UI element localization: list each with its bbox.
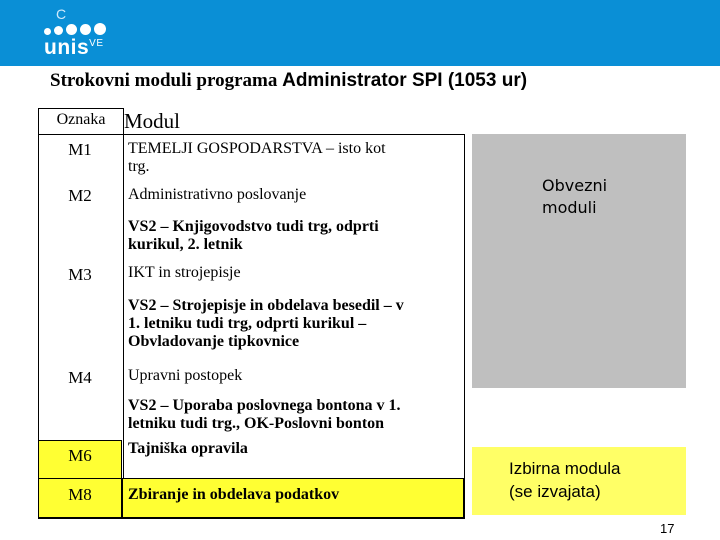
note-line: VS2 – Uporaba poslovnega bontona v 1.: [128, 397, 401, 414]
title-suffix: Administrator SPI (1053 ur): [282, 70, 528, 91]
logo-dot-icon: [44, 28, 51, 35]
module-m2: Administrativno poslovanje: [128, 186, 307, 203]
mandatory-line: moduli: [542, 198, 597, 217]
code-m2: M2: [68, 186, 92, 205]
elective-line: (se izvajata): [509, 482, 601, 501]
note-line: VS2 – Strojepisje in obdelava besedil – v: [128, 297, 404, 314]
note-line: kurikul, 2. letnik: [128, 236, 243, 253]
module-line: TEMELJI GOSPODARSTVA – isto kot: [128, 140, 386, 157]
logo-dot-icon: [94, 23, 106, 35]
page-number: 17: [660, 521, 675, 536]
module-m8: Zbiranje in obdelava podatkov: [128, 486, 340, 503]
header-bar: [0, 0, 720, 66]
logo-dot-icon: [80, 24, 91, 35]
code-m8: M8: [68, 485, 92, 504]
note-line: VS2 – Knjigovodstvo tudi trg, odprti: [128, 218, 379, 235]
module-m1: [128, 140, 386, 176]
page-title: [50, 70, 527, 92]
module-m6: Tajniška opravila: [128, 440, 248, 457]
code-m4: M4: [68, 368, 92, 387]
mandatory-line: Obvezni: [542, 176, 608, 195]
note-m4: [128, 397, 401, 433]
note-m3: [128, 297, 404, 351]
code-m6: M6: [68, 446, 92, 465]
unisve-logo: [38, 4, 118, 62]
column-header-code: Oznaka: [38, 108, 124, 136]
logo-dot-icon: [66, 24, 77, 35]
logo-main-text: unis: [44, 36, 90, 59]
note-line: Obvladovanje tipkovnice: [128, 333, 300, 350]
logo-sub-text: VE: [89, 38, 104, 49]
logo-dot-icon: [54, 26, 63, 35]
elective-line: Izbirna modula: [509, 459, 621, 478]
logo-c: C: [56, 6, 67, 22]
code-m3: M3: [68, 265, 92, 284]
note-line: letniku tudi trg., OK-Poslovni bonton: [128, 415, 385, 432]
module-m3: IKT in strojepisje: [128, 264, 241, 281]
mandatory-modules-label: [542, 175, 607, 219]
module-m4: Upravni postopek: [128, 367, 243, 384]
title-prefix: Strokovni moduli programa: [50, 70, 278, 91]
mandatory-modules-box: [472, 134, 686, 388]
elective-modules-label: [509, 457, 621, 503]
column-header-module: Modul: [124, 109, 181, 133]
note-m2: [128, 218, 379, 254]
code-m1: M1: [68, 140, 92, 159]
note-line: 1. letniku tudi trg, odprti kurikul –: [128, 315, 367, 332]
logo-text: [44, 36, 104, 60]
module-line: trg.: [128, 158, 150, 175]
